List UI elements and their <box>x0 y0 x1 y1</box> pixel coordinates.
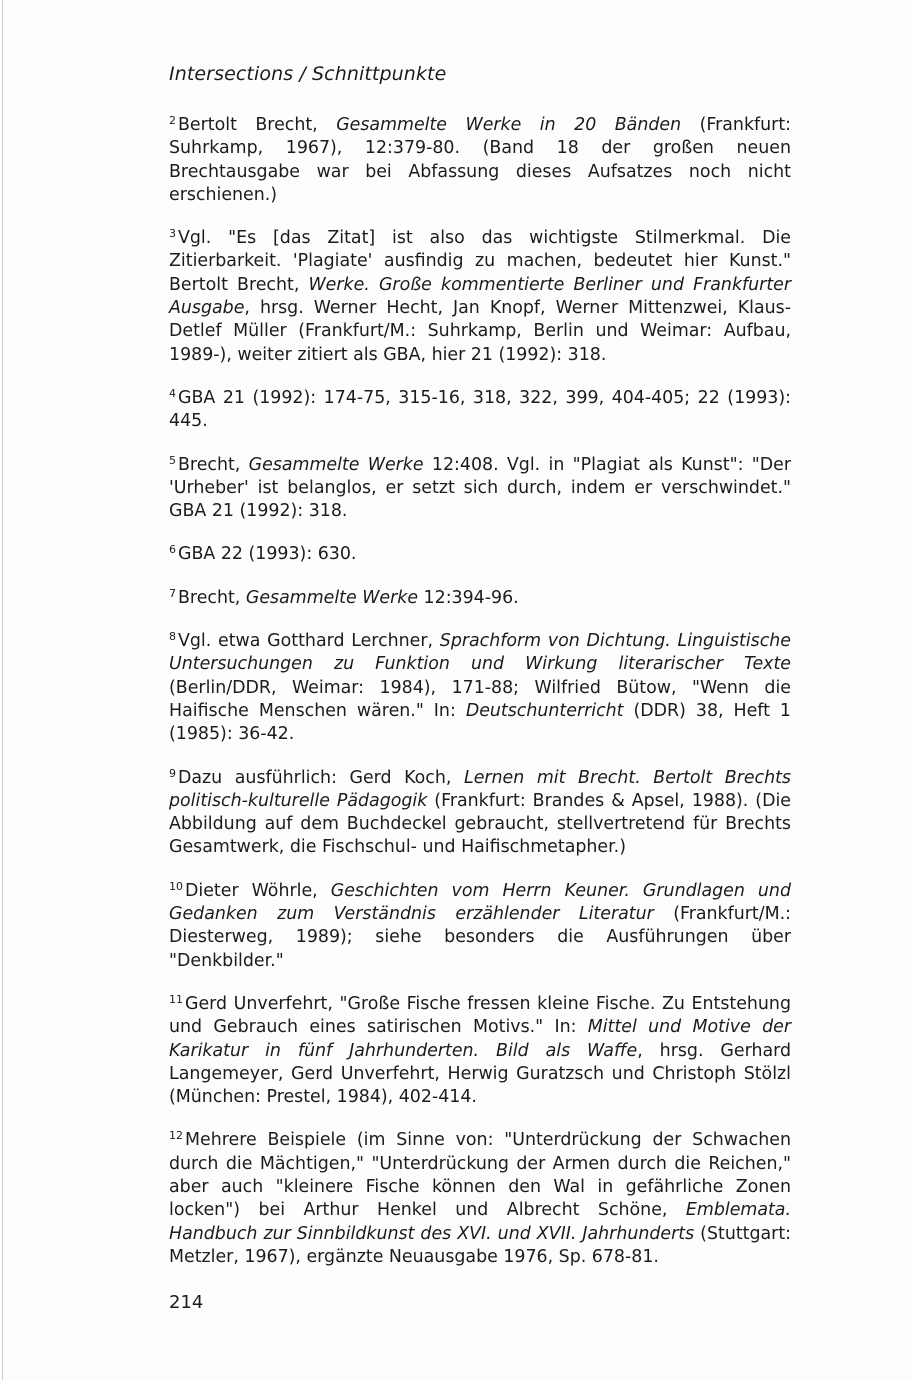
footnote-text: , hrsg. Werner Hecht, Jan Knopf, Werner Mittenzwei, Klaus-Detlef Müller (Frankfurt/M.: Suhrkamp, Berlin und Weimar: Aufbau, 1989-), weiter zitiert als GBA, hier 21 (1992): 318. <box>169 298 791 365</box>
footnote-title-italic: Geschichten vom Herrn Keuner. Grundlagen und Gedanken zum Verständnis erzählender Literatur <box>169 880 791 925</box>
footnote-text: Dazu ausführlich: Gerd Koch, <box>178 767 464 788</box>
footnote-text: Vgl. etwa Gotthard Lerchner, <box>178 631 440 652</box>
footnote-title-italic: Sprachform von Dichtung. Linguistische Untersuchungen zu Funktion und Wirkung literarischer Texte <box>169 631 792 675</box>
footnote-8 <box>169 630 791 746</box>
footnote-text: (Frankfurt/M.: Diesterweg, 1989); siehe besonders die Ausführungen über "Denkbilder." <box>169 904 791 971</box>
footnote-text: Brecht, <box>178 587 246 608</box>
footnote-number: 11 <box>169 992 183 1006</box>
footnote-7 <box>169 587 791 610</box>
footnote-text: Bertolt Brecht, <box>178 115 337 135</box>
footnote-9 <box>169 767 791 860</box>
footnote-5 <box>169 454 791 524</box>
footnote-text: , hrsg. Gerhard Langemeyer, Gerd Unverfehrt, Herwig Guratzsch und Christoph Stölzl (München: Prestel, 1984), 402-414. <box>169 1040 791 1108</box>
footnote-number: 5 <box>169 453 176 467</box>
footnote-text: Vgl. "Es [das Zitat] ist also das wichtigste Stilmerkmal. Die Zitierbarkeit. 'Plagiate' ausfindig zu machen, bedeutet hier Kunst." Bertolt Brecht, <box>169 228 791 295</box>
footnote-title-italic: Lernen mit Brecht. Bertolt Brechts politisch-kulturelle Pädagogik <box>169 767 791 811</box>
footnote-number: 8 <box>169 630 176 644</box>
footnote-title-italic: Mittel und Motive der Karikatur in fünf Jahrhunderten. Bild als Waffe <box>169 1017 791 1061</box>
footnote-text: (DDR) 38, Heft 1 (1985): 36-42. <box>169 700 791 745</box>
footnote-text: Dieter Wöhrle, <box>185 880 331 901</box>
footnote-number: 3 <box>169 227 176 241</box>
footnote-12 <box>169 1129 791 1269</box>
footnote-text: (Frankfurt: Suhrkamp, 1967), 12:379-80. (Band 18 der großen neuen Brechtausgabe war bei Abfassung dieses Aufsatzes noch nicht erschienen.) <box>169 115 792 205</box>
footnote-3 <box>169 227 791 367</box>
footnote-2 <box>169 114 791 207</box>
footnote-title-italic: Deutschunterricht <box>465 700 624 721</box>
footnote-title-italic: Gesammelte Werke <box>248 454 424 475</box>
footnote-title-italic: Gesammelte Werke in 20 Bänden <box>336 115 682 135</box>
footnote-number: 10 <box>169 879 183 893</box>
footnote-text: 12:408. Vgl. in "Plagiat als Kunst": "Der 'Urheber' ist belanglos, er setzt sich durch, indem er verschwindet." GBA 21 (1992): 318. <box>169 454 792 522</box>
footnote-number: 7 <box>169 586 176 600</box>
footnote-text: Brecht, <box>178 454 249 475</box>
footnote-title-italic: Gesammelte Werke <box>245 587 419 608</box>
footnotes-list <box>169 114 791 1289</box>
footnote-10 <box>169 880 791 973</box>
footnote-4 <box>169 387 791 434</box>
page-edge-line <box>2 0 3 1380</box>
footnote-text: (Frankfurt: Brandes & Apsel, 1988). (Die Abbildung auf dem Buchdeckel gebraucht, stellvertretend für Brechts Gesamtwerk, die Fischschul- und Haifischmetapher.) <box>169 790 791 858</box>
footnote-number: 6 <box>169 543 176 557</box>
footnote-text: Mehrere Beispiele (im Sinne von: "Unterdrückung der Schwachen durch die Mächtigen," "Unterdrückung der Armen durch die Reichen," aber auch "kleinere Fische können den Wal in gefährliche Zonen locken") bei Arthur Henkel und Albrecht Schöne, <box>169 1130 791 1221</box>
footnote-text: (Stuttgart: Metzler, 1967), ergänzte Neuausgabe 1976, Sp. 678-81. <box>169 1223 792 1267</box>
footnote-text: (Berlin/DDR, Weimar: 1984), 171-88; Wilfried Bütow, "Wenn die Haifische Menschen wären." In: <box>169 677 791 721</box>
footnote-number: 9 <box>169 766 176 780</box>
footnote-text: GBA 21 (1992): 174-75, 315-16, 318, 322, 399, 404-405; 22 (1993): 445. <box>169 387 791 432</box>
page-number: 214 <box>169 1292 204 1313</box>
footnote-text: Gerd Unverfehrt, "Große Fische fressen kleine Fische. Zu Entstehung und Gebrauch eines satirischen Motivs." In: <box>169 993 791 1038</box>
footnote-title-italic: Werke. Große kommentierte Berliner und Frankfurter Ausgabe <box>169 274 791 319</box>
footnote-title-italic: Emblemata. Handbuch zur Sinnbildkunst des XVI. und XVII. Jahrhunderts <box>169 1200 791 1244</box>
footnote-number: 12 <box>169 1129 183 1143</box>
footnote-text: 12:394-96. <box>418 587 519 608</box>
footnote-number: 2 <box>169 114 176 127</box>
running-head: Intersections / Schnittpunkte <box>169 63 447 85</box>
footnote-6 <box>169 543 791 566</box>
footnote-text: GBA 22 (1993): 630. <box>178 544 357 565</box>
footnote-number: 4 <box>169 386 176 400</box>
footnote-11 <box>169 993 791 1109</box>
